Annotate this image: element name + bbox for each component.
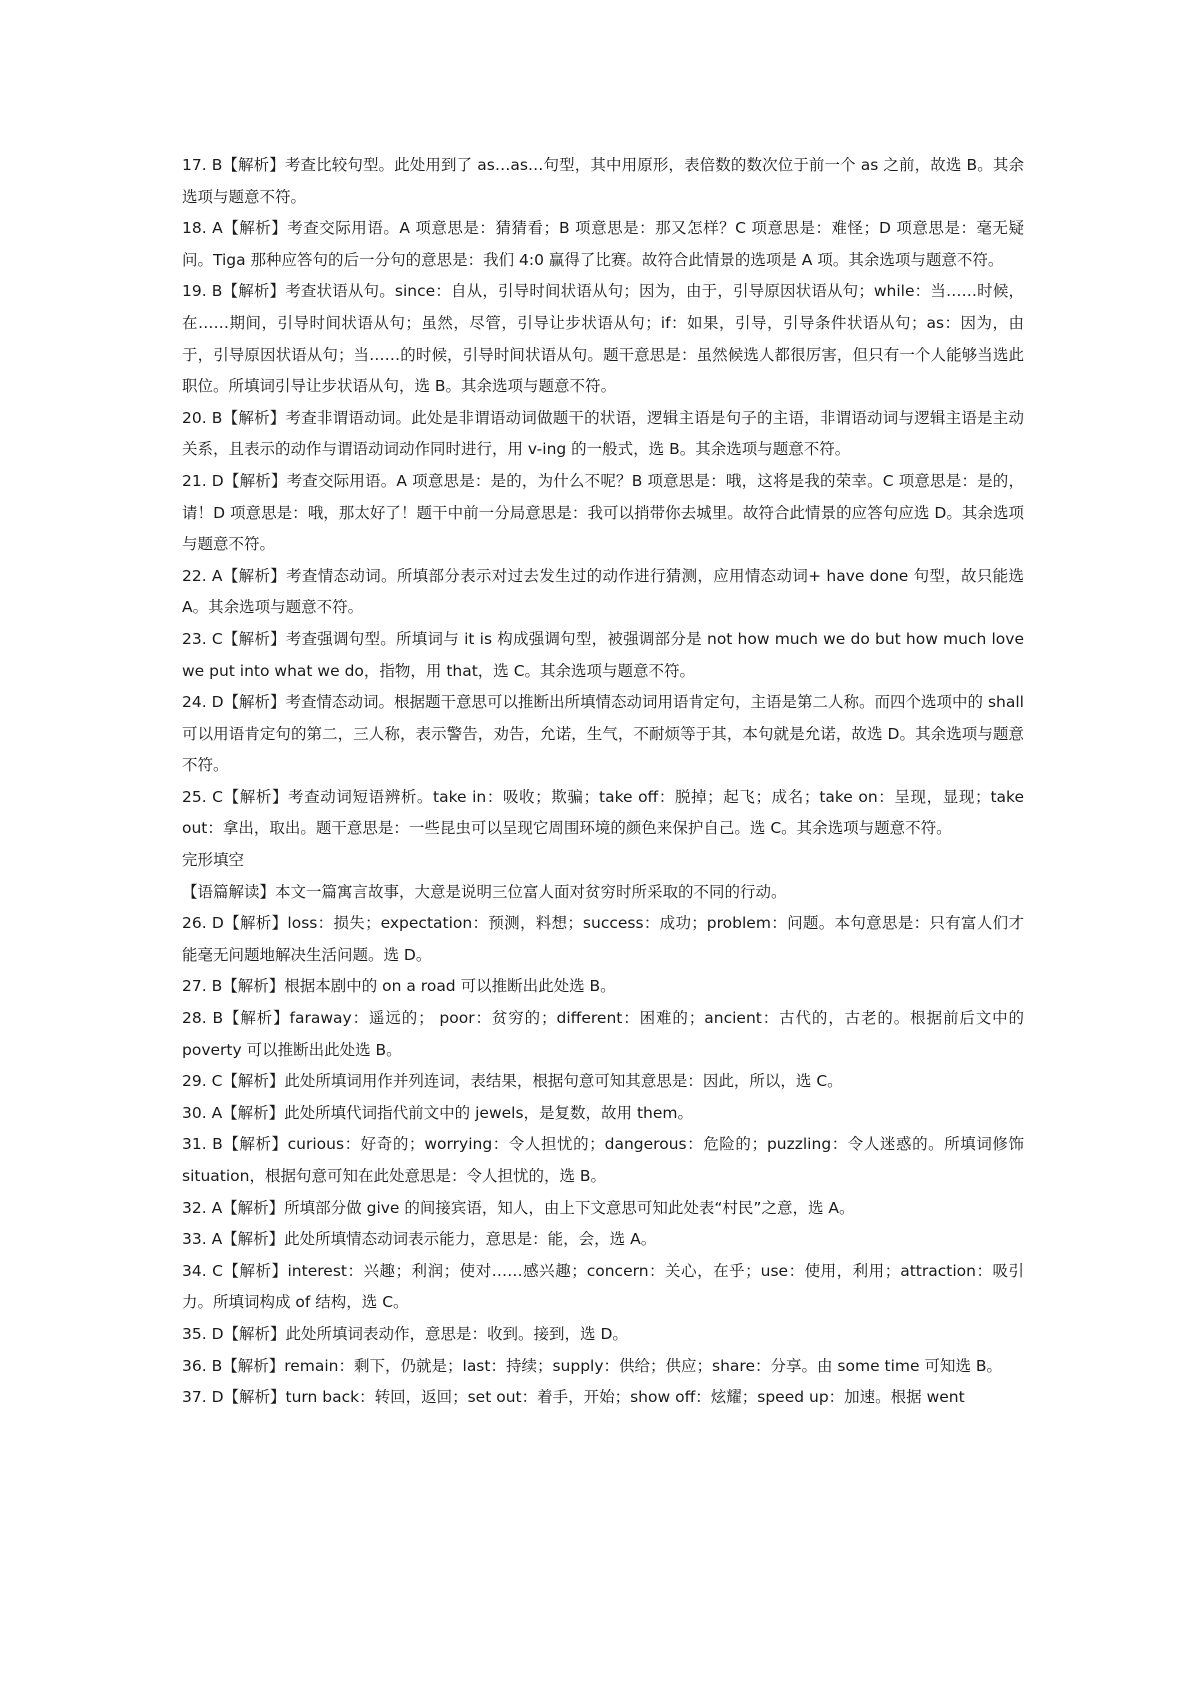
paragraph-q29: 29. C【解析】此处所填词用作并列连词，表结果，根据句意可知其意思是：因此，所以，选 C。 — [182, 1072, 843, 1091]
paragraph-q35: 35. D【解析】此处所填词表动作，意思是：收到。接到，选 D。 — [182, 1324, 628, 1343]
paragraph-q37: 37. D【解析】turn back：转回，返回；set out：着手，开始；show off：炫耀；speed up：加速。根据 went — [182, 1388, 965, 1407]
paragraph-q17: 17. B【解析】考查比较句型。此处用到了 as…as…句型，其中用原形，表倍数的数次位于前一个 as 之前，故选 B。其余选项与题意不符。 — [182, 156, 1024, 206]
answer-explanations — [182, 150, 1024, 1414]
paragraph-q20: 20. B【解析】考查非谓语动词。此处是非谓语动词做题干的状语，逻辑主语是句子的主语，非谓语动词与逻辑主语是主动关系，且表示的动作与谓语动词动作同时进行，用 v-ing 的一般式，选 B。其余选项与题意不符。 — [182, 408, 1024, 459]
paragraph-q34: 34. C【解析】interest：兴趣；利润；使对……感兴趣；concern：关心，在乎；use：使用，利用；attraction：吸引力。所填词构成 of 结构，选 C。 — [182, 1261, 1024, 1312]
paragraph-q32: 32. A【解析】所填部分做 give 的间接宾语，知人，由上下文意思可知此处表“村民”之意，选 A。 — [182, 1198, 855, 1217]
paragraph-q25: 25. C【解析】考查动词短语辨析。take in：吸收；欺骗；take off：脱掉；起飞；成名；take on：呈现，显现；take out：拿出，取出。题干意思是：一些昆虫可以呈现它周围环境的颜色来保护自己。选 C。其余选项与题意不符。 — [182, 787, 1024, 838]
paragraph-q26: 26. D【解析】loss：损失；expectation：预测，料想；success：成功；problem：问题。本句意思是：只有富人们才能毫无问题地解决生活问题。选 D。 — [182, 914, 1024, 964]
paragraph-q33: 33. A【解析】此处所填情态动词表示能力，意思是：能，会，选 A。 — [182, 1230, 657, 1249]
section-heading-cloze: 完形填空 — [182, 851, 245, 870]
paragraph-q31: 31. B【解析】curious：好奇的；worrying：令人担忧的；dangerous：危险的；puzzling：令人迷惑的。所填词修饰 situation，根据句意可知在此处意思是：令人担忧的，选 B。 — [182, 1135, 1024, 1185]
paragraph-q18: 18. A【解析】考查交际用语。A 项意思是：猜猜看；B 项意思是：那又怎样？C 项意思是：难怪；D 项意思是：毫无疑问。Tiga 那种应答句的后一分句的意思是：我们 4:0 赢得了比赛。故符合此情景的选项是 A 项。其余选项与题意不符。 — [182, 219, 1024, 269]
paragraph-q23: 23. C【解析】考查强调句型。所填词与 it is 构成强调句型，被强调部分是 not how much we do but how much love we put into what we do，指物，用 that，选 C。其余选项与题意不符。 — [182, 629, 1024, 680]
paragraph-q30: 30. A【解析】此处所填代词指代前文中的 jewels，是复数，故用 them。 — [182, 1103, 694, 1122]
paragraph-q19: 19. B【解析】考查状语从句。since：自从，引导时间状语从句；因为，由于，引导原因状语从句；while：当……时候，在……期间，引导时间状语从句；虽然，尽管，引导让步状语从句；if：如果，引导，引导条件状语从句；as：因为，由于，引导原因状语从句；当……的时候，引导时间状语从句。题干意思是：虽然候选人都很厉害，但只有一个人能够当选此职位。所填词引导让步状语从句，选 B。其余选项与题意不符。 — [182, 282, 1024, 396]
paragraph-q36: 36. B【解析】remain：剩下，仍就是；last：持续；supply：供给；供应；share：分享。由 some time 可知选 B。 — [182, 1356, 1003, 1375]
paragraph-q21: 21. D【解析】考查交际用语。A 项意思是：是的，为什么不呢？B 项意思是：哦，这将是我的荣幸。C 项意思是：是的，请！D 项意思是：哦，那太好了！题干中前一分局意思是：我可以捎带你去城里。故符合此情景的应答句应选 D。其余选项与题意不符。 — [182, 471, 1024, 554]
paragraph-q22: 22. A【解析】考查情态动词。所填部分表示对过去发生过的动作进行猜测，应用情态动词+ have done 句型，故只能选 A。其余选项与题意不符。 — [182, 566, 1024, 617]
paragraph-q24: 24. D【解析】考查情态动词。根据题干意思可以推断出所填情态动词用语肯定句，主语是第二人称。而四个选项中的 shall 可以用语肯定句的第二，三人称，表示警告，劝告，允诺，生气，不耐烦等于其，本句就是允诺，故选 D。其余选项与题意不符。 — [182, 693, 1024, 775]
paragraph-q28: 28. B【解析】faraway：遥远的； poor：贫穷的；different：困难的；ancient：古代的，古老的。根据前后文中的 poverty 可以推断出此处选 B。 — [182, 1009, 1024, 1059]
paragraph-q27: 27. B【解析】根据本剧中的 on a road 可以推断出此处选 B。 — [182, 977, 616, 996]
passage-summary: 【语篇解读】本文一篇寓言故事，大意是说明三位富人面对贫穷时所采取的不同的行动。 — [182, 882, 787, 901]
